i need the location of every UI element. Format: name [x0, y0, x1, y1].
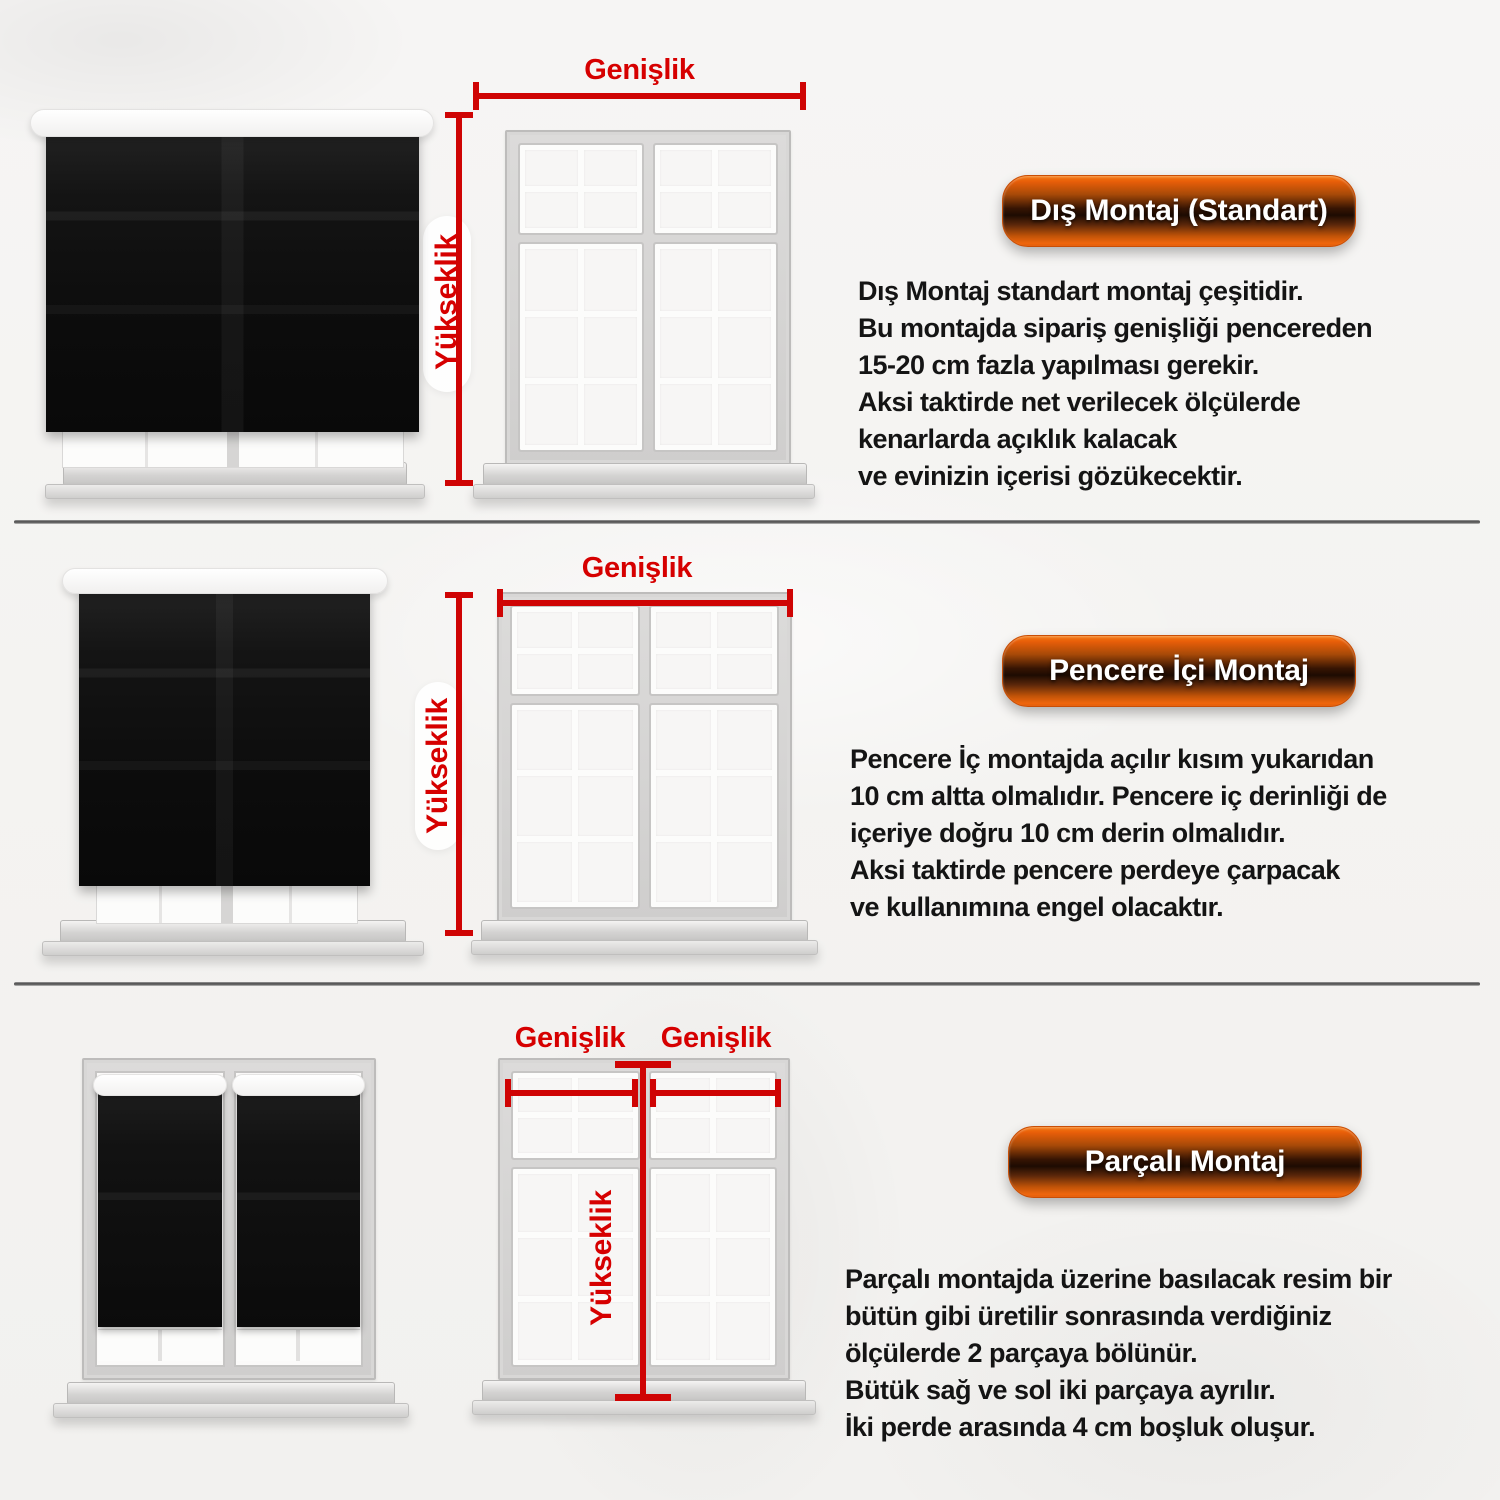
description-line: bütün gibi üretilir sonrasında verdiğiniz — [845, 1301, 1332, 1331]
upper-sash — [520, 145, 642, 233]
description-line: ölçülerde 2 parçaya bölünür. — [845, 1338, 1198, 1368]
mount-type-badge: Dış Montaj (Standart) — [1002, 175, 1356, 247]
upper-sash — [655, 145, 777, 233]
description-line: Pencere İç montajda açılır kısım yukarıdan — [850, 744, 1374, 774]
lower-sash — [651, 1169, 776, 1365]
description-line: kenarlarda açıklık kalacak — [858, 424, 1177, 454]
description-line: Aksi taktirde pencere perdeye çarpacak — [850, 855, 1340, 885]
lower-sash — [512, 705, 638, 907]
description-line: Bu montajda sipariş genişliği pencereden — [858, 313, 1373, 343]
upper-sash — [651, 607, 777, 694]
roller-blind-left — [98, 1087, 222, 1327]
width-arrow-right — [650, 1090, 781, 1096]
upper-sash — [513, 1073, 638, 1158]
blind-header-rail — [62, 568, 388, 594]
upper-sash — [512, 607, 638, 694]
mount-type-badge: Pencere İçi Montaj — [1002, 635, 1356, 707]
description-line: Aksi taktirde net verilecek ölçülerde — [858, 387, 1301, 417]
description-line: İki perde arasında 4 cm boşluk oluşur. — [845, 1412, 1316, 1442]
window-half — [655, 145, 777, 450]
width-label-left: Genişlik — [514, 1022, 626, 1054]
window-half — [512, 607, 638, 907]
window-sill-base — [45, 484, 425, 499]
window-sill-base — [53, 1403, 409, 1418]
upper-sash — [651, 1073, 776, 1158]
window-illustration — [497, 592, 792, 922]
mount-type-badge: Parçalı Montaj — [1008, 1126, 1362, 1198]
window-half — [97, 1073, 223, 1365]
description-block — [845, 1261, 1392, 1446]
window-half — [651, 607, 777, 907]
roller-blind — [79, 588, 370, 886]
window-bottom-behind-blind — [237, 1329, 361, 1361]
lower-sash — [651, 705, 777, 907]
lower-sash — [655, 244, 777, 450]
description-line: içeriye doğru 10 cm derin olmalıdır. — [850, 818, 1286, 848]
window-half — [651, 1073, 776, 1365]
description-block — [850, 741, 1387, 926]
description-line: 15-20 cm fazla yapılması gerekir. — [858, 350, 1259, 380]
window-sill — [483, 463, 807, 486]
width-label: Genişlik — [584, 54, 695, 86]
description-line: 10 cm altta olmalıdır. Pencere iç derinliği de — [850, 781, 1387, 811]
blind-header-rail — [232, 1074, 366, 1096]
height-label: Yükseklik — [430, 234, 463, 370]
window-sill-base — [471, 940, 818, 955]
description-block — [858, 273, 1372, 495]
description-line: ve evinizin içerisi gözükecektir. — [858, 461, 1243, 491]
roller-blind-right — [237, 1087, 361, 1327]
lower-sash — [520, 244, 642, 450]
window-sill-base — [472, 1400, 816, 1415]
height-label: Yükseklik — [421, 698, 454, 834]
height-label: Yükseklik — [585, 1190, 618, 1326]
section-divider — [14, 520, 1480, 524]
window-half — [520, 145, 642, 450]
window-illustration — [505, 130, 791, 465]
description-line: Bütük sağ ve sol iki parçaya ayrılır. — [845, 1375, 1276, 1405]
window-sill-base — [42, 941, 424, 956]
description-line: ve kullanımına engel olacaktır. — [850, 892, 1224, 922]
split-blind-window-illustration — [82, 1058, 376, 1380]
width-label: Genişlik — [581, 552, 693, 584]
height-arrow-center — [640, 1061, 646, 1401]
width-label-right: Genişlik — [660, 1022, 772, 1054]
window-sill — [481, 920, 808, 942]
window-half — [236, 1073, 362, 1365]
width-arrow — [473, 93, 806, 99]
window-bottom-behind-blind — [98, 1329, 222, 1361]
width-arrow-left — [505, 1090, 638, 1096]
window-sill-base — [473, 484, 815, 499]
description-line: Dış Montaj standart montaj çeşitidir. — [858, 276, 1304, 306]
width-arrow — [497, 600, 793, 606]
description-line: Parçalı montajda üzerine basılacak resim bir — [845, 1264, 1392, 1294]
blind-header-rail — [93, 1074, 227, 1096]
roller-blind — [46, 130, 419, 432]
window-sill — [67, 1382, 395, 1405]
blind-header-rail — [30, 109, 434, 137]
section-divider — [14, 982, 1480, 986]
